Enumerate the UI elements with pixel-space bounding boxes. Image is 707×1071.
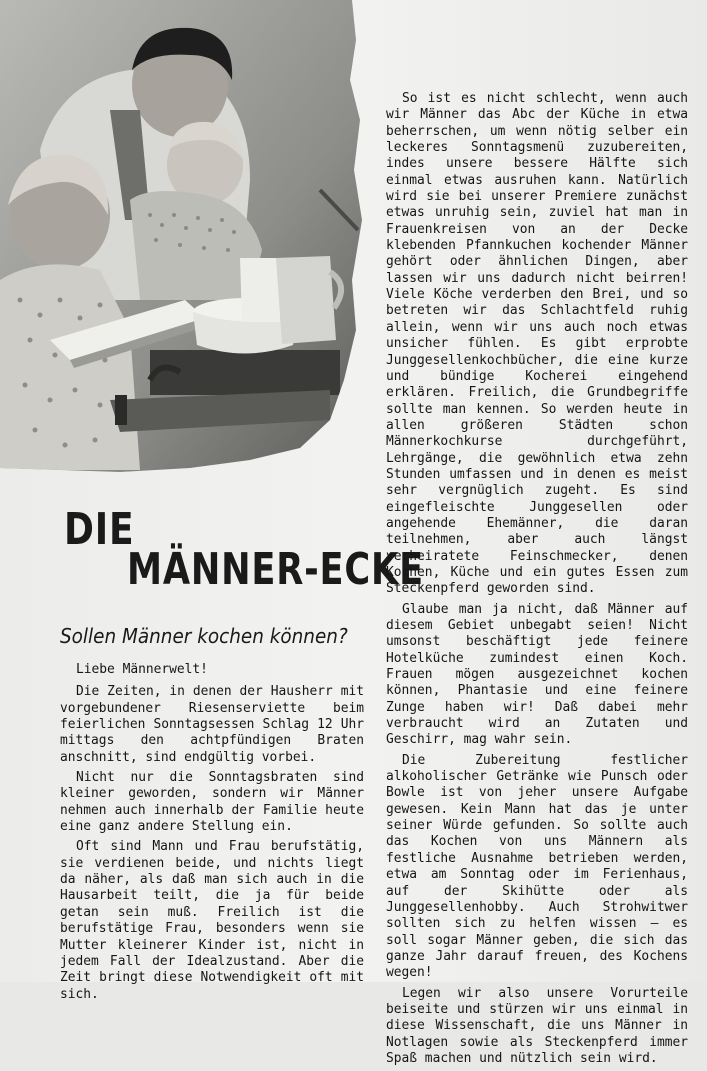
paragraph: Die Zeiten, in denen der Hausherr mit vorgebundener Riesenserviette beim feierlichen Sonntagsessen Schlag 12 Uhr mittags den achtpfündigen Braten anschnitt, sind endgültig vorbei.: [60, 684, 364, 765]
article-subheadline: Sollen Männer kochen können?: [60, 624, 348, 648]
paragraph: Die Zubereitung festlicher alkoholischer Getränke wie Punsch oder Bowle ist von jeher unsere Aufgabe gewesen. Kein Mann hat das je unter seiner Würde gefunden. So sollte auch das Kochen von uns Männern als festliche Ausnahme betrieben werden, etwa am Sonntag oder im Ferienhaus, auf der Skihütte oder als Junggesellenhobby. Auch Strohwitwer sollten sich zu helfen wissen — es soll sogar Männer geben, die sich das ganze Jahr darauf freuen, des Kochens wegen!: [386, 752, 688, 981]
paragraph: Legen wir also unsere Vorurteile beiseite und stürzen wir uns einmal in diese Wissenschaft, die uns Männer in Notlagen sowie als Steckenpferd immer Spaß machen und nützlich sein wird.: [386, 985, 688, 1066]
paragraph: Nicht nur die Sonntagsbraten sind kleiner geworden, sondern wir Männer nehmen auch innerhalb der Familie heute eine ganz andere Stellung ein.: [60, 770, 364, 835]
headline-line-2: MÄNNER-ECKE: [127, 544, 424, 595]
kitchen-photo: [0, 0, 372, 478]
paragraph: Oft sind Mann und Frau berufstätig, sie verdienen beide, und nichts liegt da näher, als daß man sich auch in die Hausarbeit teilt, die ja für beide getan sein muß. Freilich ist die berufstätige Frau, besonders wenn sie Mutter kleinerer Kinder ist, nicht in jedem Fall der Idealzustand. Aber die Zeit bringt diese Notwendigkeit oft mit sich.: [60, 839, 364, 1002]
headline-line-1: DIE: [64, 504, 135, 555]
left-text-column: [60, 662, 364, 1007]
right-text-column: [386, 91, 688, 1071]
salutation: Liebe Männerwelt!: [76, 662, 208, 677]
paragraph: So ist es nicht schlecht, wenn auch wir Männer das Abc der Küche in etwa beherrschen, um wenn nötig selber ein leckeres Sonntagsmenü zuzubereiten, indes unsere bessere Hälfte sich einmal etwas ausruhen kann. Natürlich wird sie bei unserer Premiere zunächst etwas unruhig sein, zuviel hat man in Frauenkreisen von an der Decke klebenden Pfannkuchen kochender Männer gehört oder ähnlichen Dingen, aber lassen wir uns dadurch nicht beirren! Viele Köche verderben den Brei, und so betreten wir das Schlachtfeld ruhig allein, wenn wir uns auch noch etwas unsicher fühlen. Es gibt erprobte Junggesellenkochbücher, die eine kurze und bündige Kocherei eingehend erklären. Freilich, die Grundbegriffe sollte man kennen. So werden heute in allen größeren Städten schon Männerkochkurse durchgeführt, Lehrgänge, die gewöhnlich etwa zehn Stunden umfassen und in denen es meist sehr vergnüglich zugeht. Es sind eingefleischte Junggesellen oder angehende Ehemänner, die daran teilnehmen, aber auch längst verheiratete Feinschmecker, denen Kochen, Küche und ein gutes Essen zum Steckenpferd geworden sind.: [386, 91, 688, 597]
paragraph: Glaube man ja nicht, daß Männer auf diesem Gebiet unbegabt seien! Nicht umsonst beschäftigt jede feinere Hotelküche zumindest einen Koch. Frauen mögen ausgezeichnet kochen können, Phantasie und eine feinere Zunge haben wir! Daß dabei mehr verbraucht wird an Zutaten und Geschirr, mag wahr sein.: [386, 601, 688, 748]
